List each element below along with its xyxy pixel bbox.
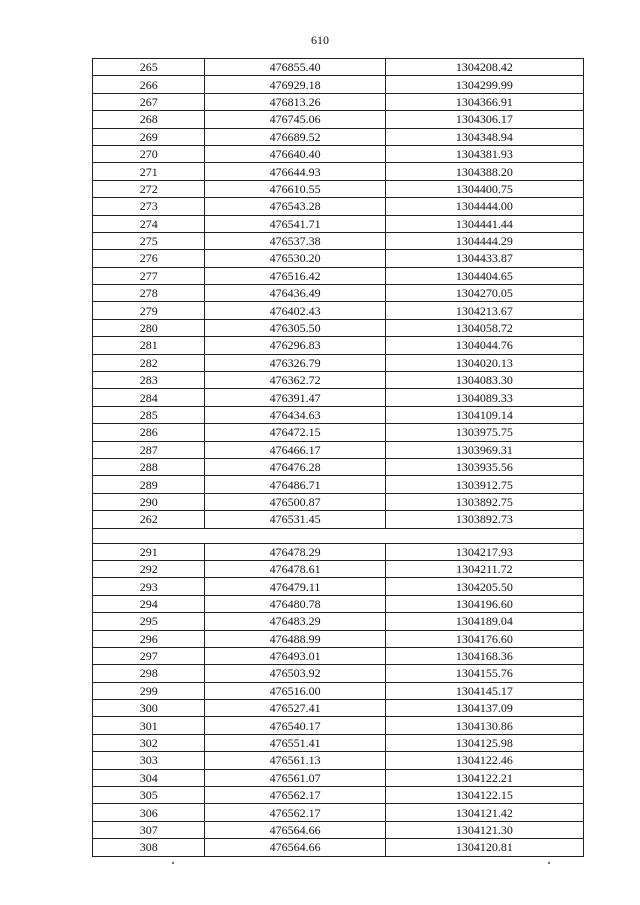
x-coordinate-cell: 476466.17: [205, 441, 385, 458]
point-number-cell: 267: [93, 93, 205, 110]
x-coordinate-cell: 476478.61: [205, 560, 385, 577]
point-number-cell: 300: [93, 700, 205, 717]
y-coordinate-cell: 1304441.44: [385, 215, 583, 232]
y-coordinate-cell: 1304083.30: [385, 372, 583, 389]
y-coordinate-cell: 1304155.76: [385, 665, 583, 682]
y-coordinate-cell: 1304109.14: [385, 406, 583, 423]
table-row: [93, 734, 584, 751]
x-coordinate-cell: 476305.50: [205, 319, 385, 336]
y-coordinate-cell: 1304299.99: [385, 76, 583, 93]
point-number-cell: 272: [93, 180, 205, 197]
y-coordinate-cell: 1304089.33: [385, 389, 583, 406]
y-coordinate-cell: 1304058.72: [385, 319, 583, 336]
table-row: [93, 493, 584, 510]
y-coordinate-cell: 1304125.98: [385, 734, 583, 751]
table-row: [93, 424, 584, 441]
table-row: [93, 76, 584, 93]
y-coordinate-cell: 1304211.72: [385, 560, 583, 577]
x-coordinate-cell: 476561.13: [205, 752, 385, 769]
table-row: [93, 458, 584, 475]
point-number-cell: 287: [93, 441, 205, 458]
point-number-cell: 295: [93, 613, 205, 630]
table-row: [93, 839, 584, 856]
table-row: [93, 93, 584, 110]
page-number: 610: [311, 33, 329, 47]
point-number-cell: 297: [93, 647, 205, 664]
x-coordinate-cell: 476516.00: [205, 682, 385, 699]
y-coordinate-cell: 1304189.04: [385, 613, 583, 630]
table-row: [93, 232, 584, 249]
x-coordinate-cell: 476564.66: [205, 821, 385, 838]
table-row: [93, 267, 584, 284]
x-coordinate-cell: 476561.07: [205, 769, 385, 786]
y-coordinate-cell: 1304044.76: [385, 337, 583, 354]
point-number-cell: 278: [93, 285, 205, 302]
y-coordinate-cell: 1303892.73: [385, 511, 583, 528]
scan-speck-right: [548, 862, 550, 864]
table-row: [93, 319, 584, 336]
x-coordinate-cell: 476434.63: [205, 406, 385, 423]
table-row: [93, 59, 584, 76]
point-number-cell: 302: [93, 734, 205, 751]
y-coordinate-cell: 1304404.65: [385, 267, 583, 284]
table-row: [93, 613, 584, 630]
point-number-cell: 292: [93, 560, 205, 577]
point-number-cell: 284: [93, 389, 205, 406]
table-row: [93, 560, 584, 577]
point-number-cell: 282: [93, 354, 205, 371]
point-number-cell: 277: [93, 267, 205, 284]
table-row: [93, 511, 584, 528]
table-row: [93, 198, 584, 215]
point-number-cell: 279: [93, 302, 205, 319]
point-number-cell: 301: [93, 717, 205, 734]
table-row: [93, 250, 584, 267]
table-row: [93, 441, 584, 458]
table-row: [93, 215, 584, 232]
table-row: [93, 821, 584, 838]
point-number-cell: 286: [93, 424, 205, 441]
table-row: [93, 180, 584, 197]
y-coordinate-cell: 1304176.60: [385, 630, 583, 647]
table-row: [93, 717, 584, 734]
y-coordinate-cell: 1304120.81: [385, 839, 583, 856]
x-coordinate-cell: 476541.71: [205, 215, 385, 232]
point-number-cell: 294: [93, 595, 205, 612]
point-number-cell: 290: [93, 493, 205, 510]
point-number-cell: 262: [93, 511, 205, 528]
x-coordinate-cell: 476929.18: [205, 76, 385, 93]
x-coordinate-cell: 476564.66: [205, 839, 385, 856]
x-coordinate-cell: 476540.17: [205, 717, 385, 734]
x-coordinate-cell: 476362.72: [205, 372, 385, 389]
table-row: [93, 302, 584, 319]
table-row: [93, 769, 584, 786]
table-row: [93, 804, 584, 821]
y-coordinate-cell: 1304122.21: [385, 769, 583, 786]
x-coordinate-cell: 476402.43: [205, 302, 385, 319]
y-coordinate-cell: 1304381.93: [385, 145, 583, 162]
y-coordinate-cell: 1303935.56: [385, 458, 583, 475]
y-coordinate-cell: 1304196.60: [385, 595, 583, 612]
table-row: [93, 354, 584, 371]
point-number-cell: 275: [93, 232, 205, 249]
point-number-cell: 298: [93, 665, 205, 682]
point-number-cell: 283: [93, 372, 205, 389]
x-coordinate-cell: 476689.52: [205, 128, 385, 145]
point-number-cell: 304: [93, 769, 205, 786]
y-coordinate-cell: 1304122.46: [385, 752, 583, 769]
coordinate-table: [92, 58, 584, 857]
x-coordinate-cell: 476531.45: [205, 511, 385, 528]
x-coordinate-cell: 476855.40: [205, 59, 385, 76]
table-row: [93, 543, 584, 560]
y-coordinate-cell: 1304168.36: [385, 647, 583, 664]
x-coordinate-cell: 476610.55: [205, 180, 385, 197]
y-coordinate-cell: 1303969.31: [385, 441, 583, 458]
y-coordinate-cell: 1304145.17: [385, 682, 583, 699]
x-coordinate-cell: 476493.01: [205, 647, 385, 664]
x-coordinate-cell: 476527.41: [205, 700, 385, 717]
y-coordinate-cell: 1304366.91: [385, 93, 583, 110]
point-number-cell: 285: [93, 406, 205, 423]
point-number-cell: 266: [93, 76, 205, 93]
point-number-cell: 307: [93, 821, 205, 838]
separator-row: [93, 528, 584, 543]
point-number-cell: 270: [93, 145, 205, 162]
y-coordinate-cell: 1303975.75: [385, 424, 583, 441]
point-number-cell: 291: [93, 543, 205, 560]
table-row: [93, 682, 584, 699]
x-coordinate-cell: 476483.29: [205, 613, 385, 630]
y-coordinate-cell: 1304400.75: [385, 180, 583, 197]
table-row: [93, 476, 584, 493]
x-coordinate-cell: 476551.41: [205, 734, 385, 751]
x-coordinate-cell: 476503.92: [205, 665, 385, 682]
x-coordinate-cell: 476813.26: [205, 93, 385, 110]
table-row: [93, 595, 584, 612]
x-coordinate-cell: 476472.15: [205, 424, 385, 441]
table-row: [93, 372, 584, 389]
point-number-cell: 288: [93, 458, 205, 475]
table-row: [93, 578, 584, 595]
y-coordinate-cell: 1304121.42: [385, 804, 583, 821]
y-coordinate-cell: 1304433.87: [385, 250, 583, 267]
point-number-cell: 265: [93, 59, 205, 76]
table-row: [93, 630, 584, 647]
y-coordinate-cell: 1304137.09: [385, 700, 583, 717]
point-number-cell: 296: [93, 630, 205, 647]
y-coordinate-cell: 1304213.67: [385, 302, 583, 319]
y-coordinate-cell: 1304306.17: [385, 111, 583, 128]
x-coordinate-cell: 476745.06: [205, 111, 385, 128]
x-coordinate-cell: 476562.17: [205, 787, 385, 804]
x-coordinate-cell: 476486.71: [205, 476, 385, 493]
point-number-cell: 281: [93, 337, 205, 354]
table-row: [93, 145, 584, 162]
point-number-cell: 268: [93, 111, 205, 128]
x-coordinate-cell: 476436.49: [205, 285, 385, 302]
table-row: [93, 128, 584, 145]
y-coordinate-cell: 1304205.50: [385, 578, 583, 595]
x-coordinate-cell: 476543.28: [205, 198, 385, 215]
y-coordinate-cell: 1304348.94: [385, 128, 583, 145]
x-coordinate-cell: 476480.78: [205, 595, 385, 612]
table-row: [93, 647, 584, 664]
scan-speck-left: [172, 862, 174, 864]
y-coordinate-cell: 1304122.15: [385, 787, 583, 804]
x-coordinate-cell: 476500.87: [205, 493, 385, 510]
table-row: [93, 752, 584, 769]
x-coordinate-cell: 476640.40: [205, 145, 385, 162]
y-coordinate-cell: 1304130.86: [385, 717, 583, 734]
table-row: [93, 787, 584, 804]
table-row: [93, 406, 584, 423]
point-number-cell: 269: [93, 128, 205, 145]
y-coordinate-cell: 1304020.13: [385, 354, 583, 371]
x-coordinate-cell: 476537.38: [205, 232, 385, 249]
point-number-cell: 308: [93, 839, 205, 856]
point-number-cell: 305: [93, 787, 205, 804]
x-coordinate-cell: 476391.47: [205, 389, 385, 406]
y-coordinate-cell: 1304444.29: [385, 232, 583, 249]
point-number-cell: 280: [93, 319, 205, 336]
x-coordinate-cell: 476479.11: [205, 578, 385, 595]
y-coordinate-cell: 1304388.20: [385, 163, 583, 180]
point-number-cell: 276: [93, 250, 205, 267]
point-number-cell: 274: [93, 215, 205, 232]
point-number-cell: 289: [93, 476, 205, 493]
y-coordinate-cell: 1304217.93: [385, 543, 583, 560]
table-row: [93, 700, 584, 717]
table-row: [93, 665, 584, 682]
x-coordinate-cell: 476530.20: [205, 250, 385, 267]
x-coordinate-cell: 476476.28: [205, 458, 385, 475]
x-coordinate-cell: 476488.99: [205, 630, 385, 647]
point-number-cell: 271: [93, 163, 205, 180]
coordinate-table-body: [93, 59, 584, 857]
x-coordinate-cell: 476644.93: [205, 163, 385, 180]
point-number-cell: 273: [93, 198, 205, 215]
table-row: [93, 389, 584, 406]
table-row: [93, 285, 584, 302]
y-coordinate-cell: 1303912.75: [385, 476, 583, 493]
x-coordinate-cell: 476326.79: [205, 354, 385, 371]
table-row: [93, 111, 584, 128]
y-coordinate-cell: 1304270.05: [385, 285, 583, 302]
point-number-cell: 293: [93, 578, 205, 595]
x-coordinate-cell: 476478.29: [205, 543, 385, 560]
y-coordinate-cell: 1304444.00: [385, 198, 583, 215]
x-coordinate-cell: 476516.42: [205, 267, 385, 284]
x-coordinate-cell: 476296.83: [205, 337, 385, 354]
y-coordinate-cell: 1304208.42: [385, 59, 583, 76]
point-number-cell: 306: [93, 804, 205, 821]
point-number-cell: 299: [93, 682, 205, 699]
y-coordinate-cell: 1303892.75: [385, 493, 583, 510]
table-row: [93, 337, 584, 354]
x-coordinate-cell: 476562.17: [205, 804, 385, 821]
point-number-cell: 303: [93, 752, 205, 769]
y-coordinate-cell: 1304121.30: [385, 821, 583, 838]
table-row: [93, 163, 584, 180]
separator-cell: [93, 528, 584, 543]
